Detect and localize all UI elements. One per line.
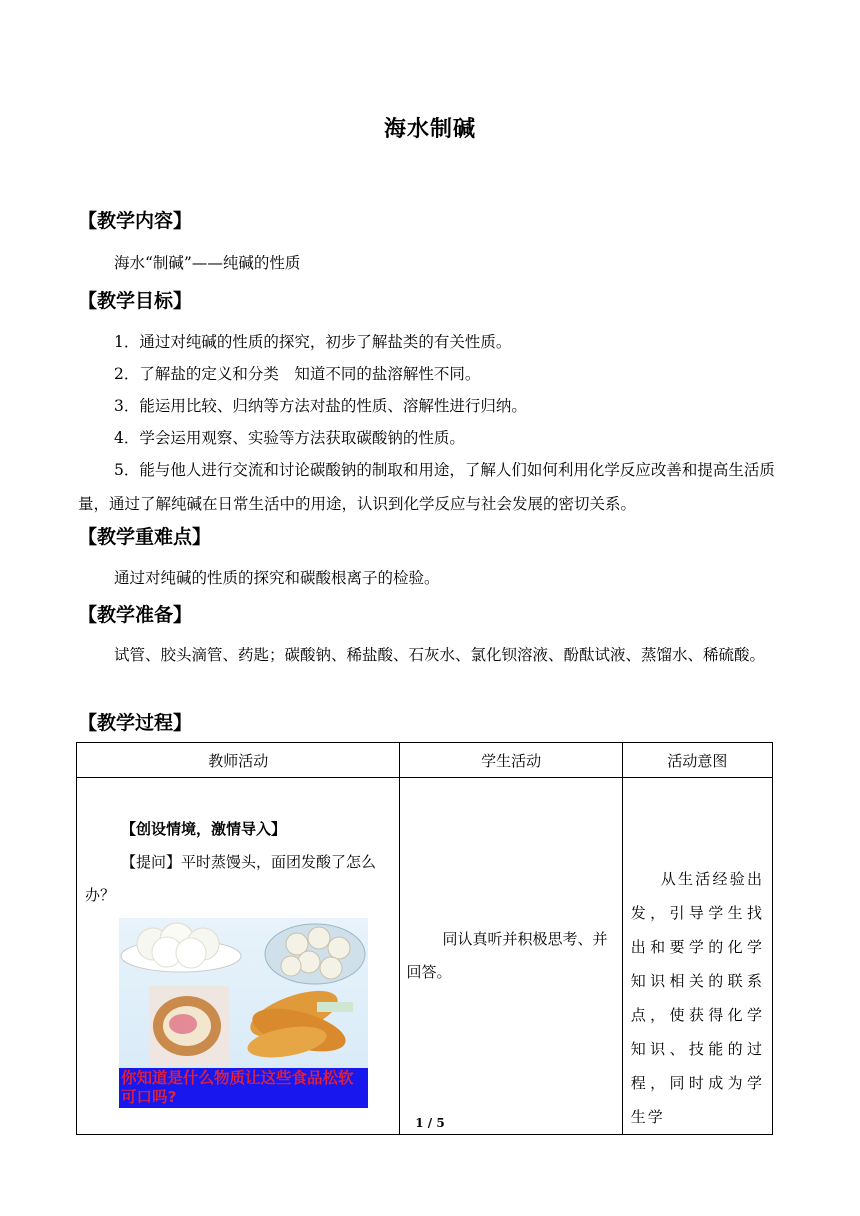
goal-item-1: 1．通过对纯碱的性质的探究，初步了解盐类的有关性质。 xyxy=(114,333,512,351)
section-heading-goals: 【教学目标】 xyxy=(78,290,193,312)
section-heading-prep: 【教学准备】 xyxy=(78,604,193,626)
goal-item-5: 5．能与他人进行交流和讨论碳酸钠的制取和用途，了解人们如何利用化学反应改善和提高生活质量，通过了解纯碱在日常生活中的用途，认识到化学反应与社会发展的密切关系。 xyxy=(78,461,775,513)
goal-item-4: 4．学会运用观察、实验等方法获取碳酸钠的性质。 xyxy=(114,429,465,447)
section-heading-process: 【教学过程】 xyxy=(78,712,193,734)
student-cell: 同认真听并积极思考、并回答。 xyxy=(400,778,622,1135)
process-table xyxy=(76,742,773,1135)
goal-item-3: 3．能运用比较、归纳等方法对盐的性质、溶解性进行归纳。 xyxy=(114,397,527,415)
goal-item-2: 2．了解盐的定义和分类 知道不同的盐溶解性不同。 xyxy=(114,365,481,383)
header-teacher: 教师活动 xyxy=(77,743,400,778)
header-intent: 活动意图 xyxy=(622,743,772,778)
teacher-cell xyxy=(77,778,400,1135)
food-photo xyxy=(119,918,368,1108)
section-heading-key-points: 【教学重难点】 xyxy=(78,526,212,548)
teacher-title: 【创设情境，激情导入】 xyxy=(121,819,287,838)
page-number: 1 / 5 xyxy=(415,1116,445,1130)
food-illustration xyxy=(119,918,368,1068)
intent-cell: 从生活经验出发，引导学生找出和要学的化学知识相关的联系点，使获得化学知识、技能的过程，同时成为学生学 xyxy=(622,778,772,1135)
section-heading-content: 【教学内容】 xyxy=(78,210,193,232)
prep-text: 试管、胶头滴管、药匙；碳酸钠、稀盐酸、石灰水、氯化钡溶液、酚酞试液、蒸馏水、稀硫酸。 xyxy=(114,646,766,664)
teacher-question: 【提问】平时蒸馒头，面团发酸了怎么办？ xyxy=(85,852,377,904)
header-student: 学生活动 xyxy=(400,743,622,778)
page-title: 海水制碱 xyxy=(383,117,476,142)
key-points-text: 通过对纯碱的性质的探究和碳酸根离子的检验。 xyxy=(114,569,440,587)
content-text: 海水“制碱”——纯碱的性质 xyxy=(114,254,301,272)
image-caption: 你知道是什么物质让这些食品松软可口吗? xyxy=(119,1068,368,1108)
